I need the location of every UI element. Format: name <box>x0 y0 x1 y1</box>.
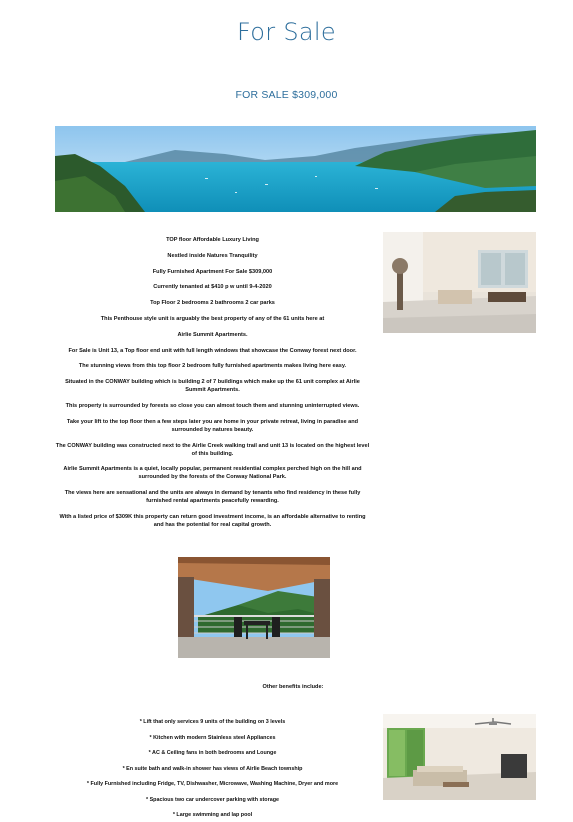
desc-paragraph: Take your lift to the top floor then a few steps later you are home in your private retreat, living in paradise and surrounded by natures beauty. <box>66 418 359 433</box>
desc-paragraph: For Sale is Unit 13, a Top floor end unit with full length windows that showcase the Conway forest next door. <box>68 347 357 354</box>
benefit-item: * Spacious two car undercover parking with storage <box>145 796 279 803</box>
benefit-item: * Lift that only services 9 units of the building on 3 levels <box>139 719 286 725</box>
benefit-item: * En suite bath and walk-in shower has views of Airlie Beach township <box>122 765 303 772</box>
page-title: For Sale <box>237 18 336 46</box>
benefit-item: * Fully Furnished including Fridge, TV, Dishwasher, Microwave, Washing Machine, Dryer and more <box>86 781 339 787</box>
balcony-photo <box>178 557 330 658</box>
benefits-title: Other benefits include: <box>262 684 324 690</box>
lounge-photo <box>383 714 536 800</box>
desc-paragraph: The CONWAY building was constructed next to the Airlie Creek walking trail and unit 13 is located on the highest level of this building. <box>55 442 370 457</box>
desc-paragraph: Airlie Summit Apartments is a quiet, locally popular, permanent residential complex perched high on the hill and surrounded by the forests of the Conway National Park. <box>63 466 362 481</box>
benefit-item: * AC & Ceiling fans in both bedrooms and Lounge <box>148 750 277 756</box>
desc-paragraph: Nestled inside Natures Tranquility <box>167 252 258 259</box>
desc-paragraph: Fully Furnished Apartment For Sale $309,000 <box>152 268 273 275</box>
property-description <box>55 236 370 537</box>
desc-paragraph: Situated in the CONWAY building which is building 2 of 7 buildings which make up the 61 unit complex at Airlie Summit Apartments. <box>65 379 360 394</box>
hero-bay-image <box>55 126 536 212</box>
desc-paragraph: The stunning views from this top floor 2 bedroom fully furnished apartments makes living here easy. <box>78 363 347 370</box>
desc-paragraph: This Penthouse style unit is arguably the best property of any of the 61 units here at <box>100 315 325 322</box>
interior-photo <box>383 232 536 333</box>
benefit-item: * Large swimming and lap pool <box>172 812 253 818</box>
desc-paragraph: The views here are sensational and the units are always in demand by tenants who find residency in these fully furnished rental apartments peacefully rewarding. <box>64 490 361 505</box>
benefits-list <box>55 719 370 822</box>
desc-paragraph: This property is surrounded by forests so close you can almost touch them and stunning uninterrupted views. <box>65 402 360 409</box>
desc-paragraph: Top Floor 2 bedrooms 2 bathrooms 2 car parks <box>150 300 275 307</box>
desc-paragraph: With a listed price of $309K this property can return good investment income, is an affordable alternative to renting and has the potential for real capital growth. <box>59 513 366 528</box>
price-heading: FOR SALE $309,000 <box>235 89 338 101</box>
benefit-item: * Kitchen with modern Stainless steel Appliances <box>149 734 276 741</box>
desc-paragraph: Airlie Summit Apartments. <box>177 331 248 338</box>
desc-paragraph: Currently tenanted at $410 p w until 9-4-2020 <box>153 284 272 291</box>
desc-paragraph: TOP floor Affordable Luxury Living <box>166 237 259 243</box>
